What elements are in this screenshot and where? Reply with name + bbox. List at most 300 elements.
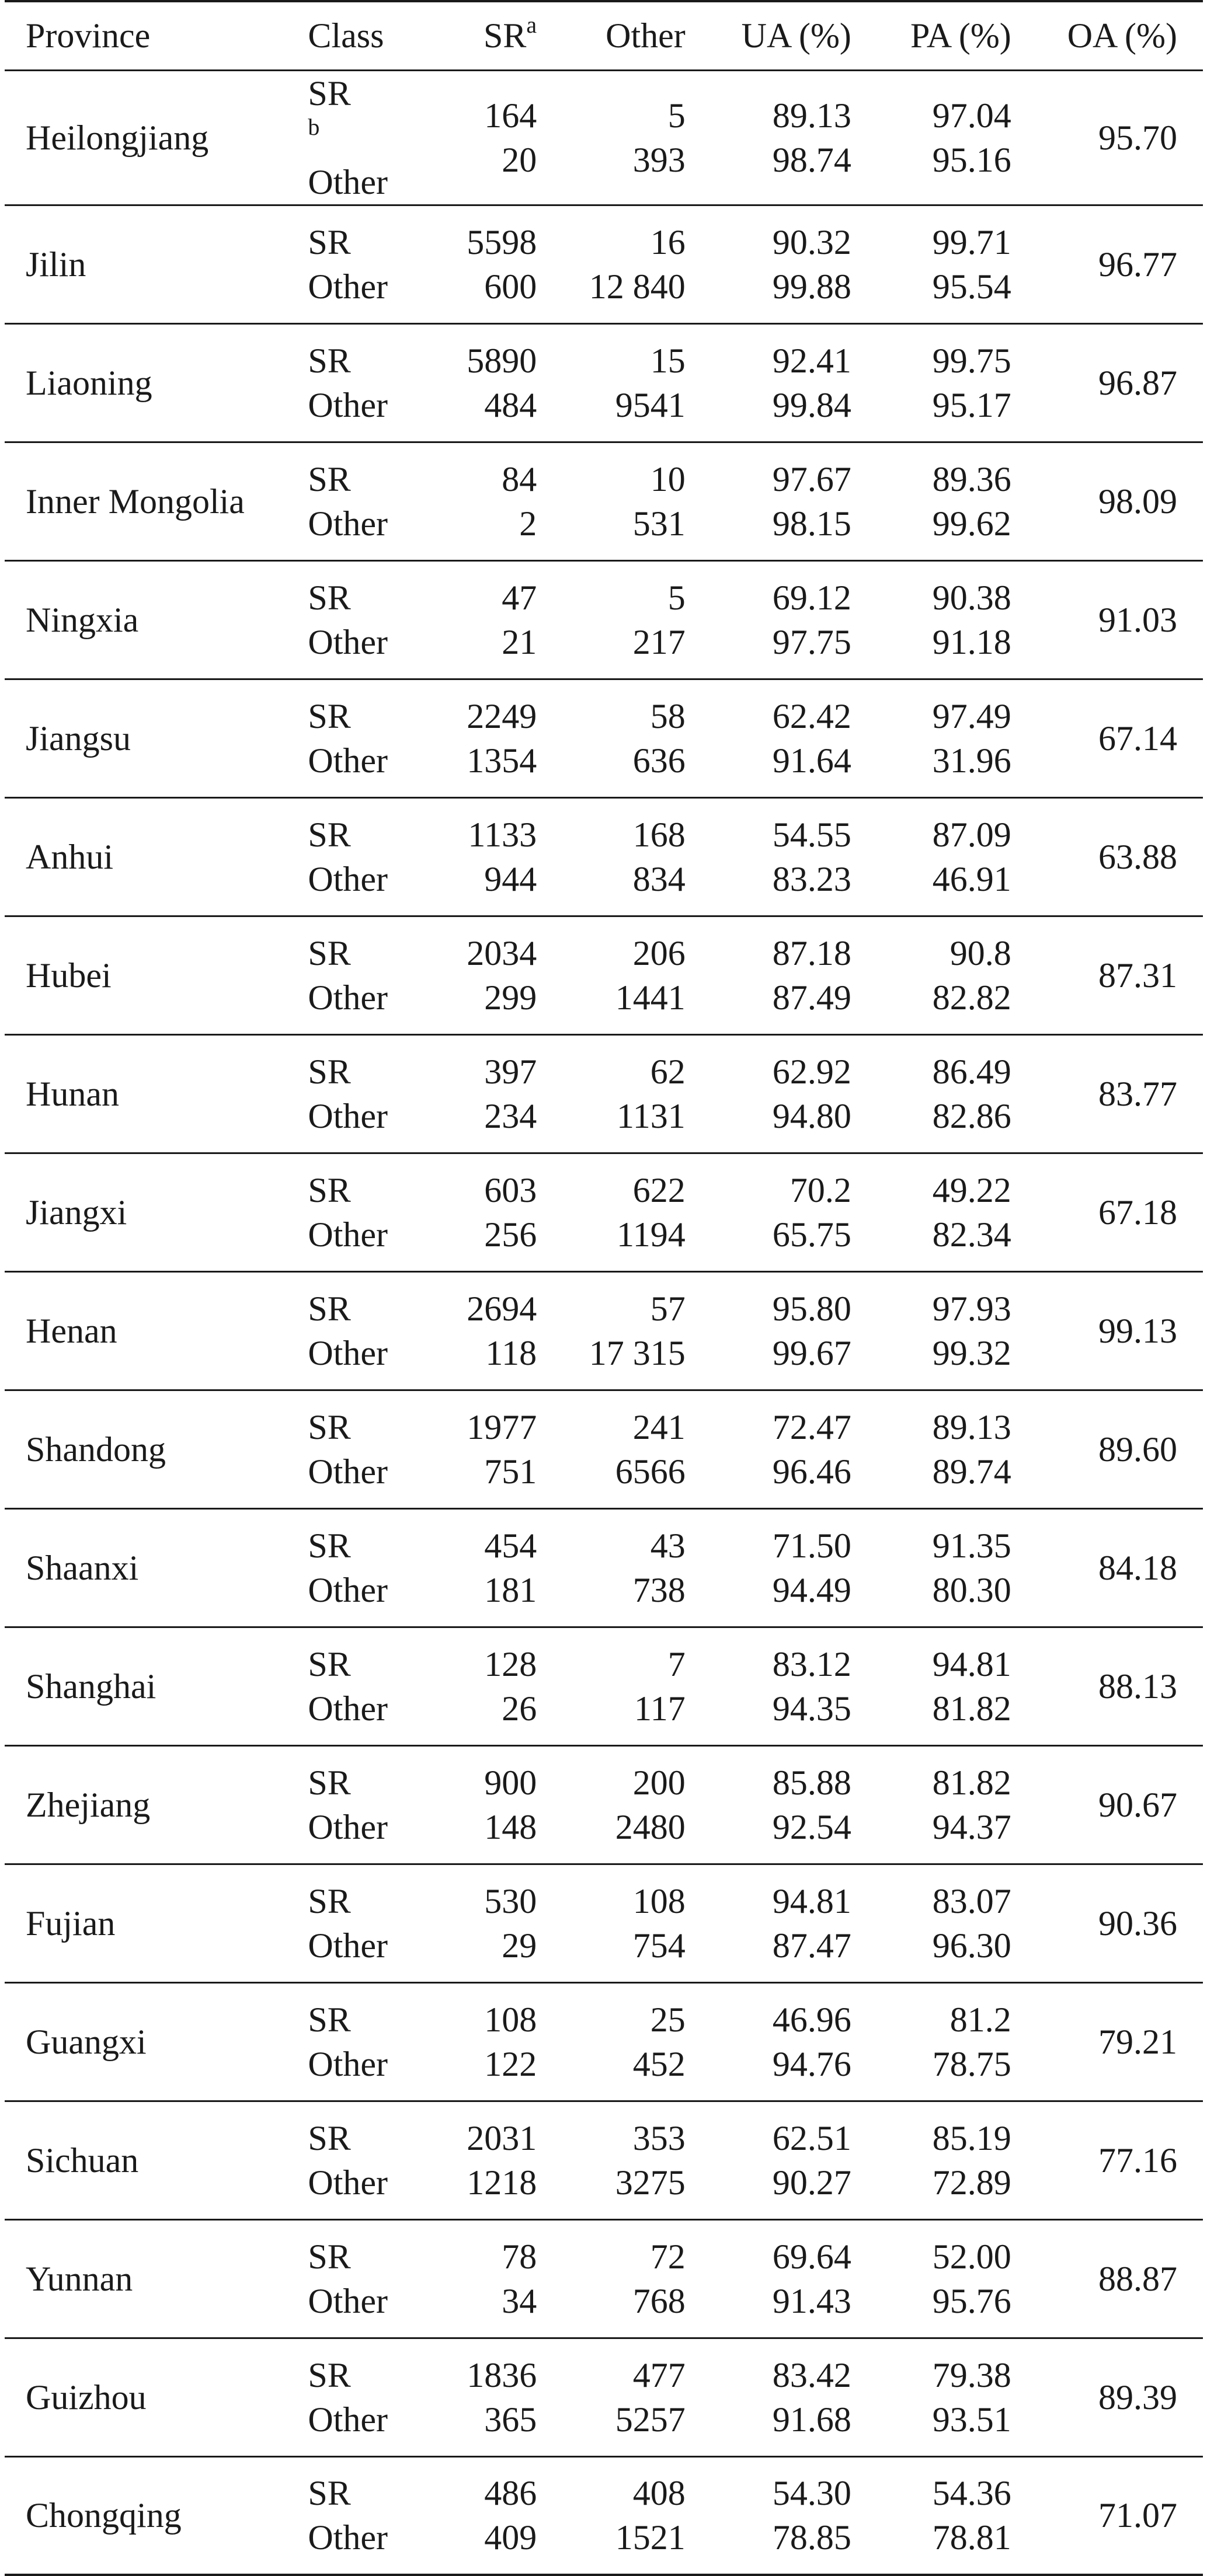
oa-cell: 96.77 <box>1011 205 1203 323</box>
pa-value-other: 31.96 <box>932 741 1011 780</box>
ua-cell <box>686 1034 851 1153</box>
sr-value-other: 299 <box>484 978 537 1017</box>
oa-cell: 95.70 <box>1011 70 1203 205</box>
oa-cell: 88.87 <box>1011 2219 1203 2338</box>
sr-cell <box>434 2219 537 2338</box>
sr-value-sr: 1133 <box>468 815 537 854</box>
class-cell <box>308 1390 433 1508</box>
other-value-other: 6566 <box>615 1452 686 1491</box>
class-sr-line <box>308 1524 433 1568</box>
class-cell <box>308 2456 433 2575</box>
class-sr-line <box>308 2353 433 2397</box>
ua-value-sr: 71.50 <box>772 1526 851 1565</box>
class-other-label: Other <box>308 162 388 201</box>
other-cell <box>537 797 686 916</box>
class-cell <box>308 1982 433 2101</box>
pa-cell <box>851 70 1011 205</box>
ua-cell <box>686 916 851 1034</box>
sr-cell <box>434 205 537 323</box>
class-sr-line <box>308 457 433 501</box>
province-cell: Hunan <box>5 1034 308 1153</box>
sr-value-other: 26 <box>502 1689 537 1728</box>
class-sr-label: SR <box>308 74 351 113</box>
sr-value-other: 234 <box>484 1096 537 1135</box>
ua-value-sr: 90.32 <box>772 222 851 262</box>
pa-cell <box>851 1271 1011 1390</box>
sr-value-sr: 1836 <box>467 2355 537 2394</box>
pa-cell <box>851 679 1011 797</box>
ua-value-other: 91.64 <box>772 741 851 780</box>
class-sr-line <box>308 2471 433 2515</box>
sr-cell <box>434 679 537 797</box>
class-sr-label: SR <box>308 1289 351 1328</box>
class-sr-label: SR <box>308 1052 351 1091</box>
header-sr-footnote: a <box>526 12 537 39</box>
pa-value-other: 72.89 <box>932 2163 1011 2202</box>
other-cell <box>537 1153 686 1271</box>
sr-value-sr: 84 <box>502 459 537 499</box>
other-cell <box>537 916 686 1034</box>
sr-cell <box>434 2338 537 2456</box>
class-sr-label: SR <box>308 2355 351 2394</box>
ua-value-sr: 94.81 <box>772 1881 851 1920</box>
other-value-sr: 16 <box>650 222 686 262</box>
other-cell <box>537 1745 686 1864</box>
class-sr-line <box>308 1287 433 1331</box>
pa-value-other: 80.30 <box>932 1570 1011 1609</box>
pa-value-sr: 90.8 <box>949 933 1011 972</box>
class-other-label: Other <box>308 1570 388 1609</box>
sr-cell <box>434 1508 537 1627</box>
ua-cell <box>686 2101 851 2219</box>
other-value-sr: 7 <box>667 1644 686 1683</box>
sr-value-sr: 5890 <box>467 341 537 380</box>
sr-value-sr: 108 <box>484 2000 537 2039</box>
class-sr-line <box>308 694 433 738</box>
province-cell: Chongqing <box>5 2456 308 2575</box>
sr-value-sr: 397 <box>484 1052 537 1091</box>
ua-cell <box>686 560 851 679</box>
other-value-other: 1441 <box>615 978 686 1017</box>
class-cell <box>308 1745 433 1864</box>
province-cell: Liaoning <box>5 323 308 442</box>
class-sr-label: SR <box>308 1170 351 1209</box>
sr-value-other: 148 <box>484 1807 537 1846</box>
sr-cell <box>434 70 537 205</box>
province-cell: Henan <box>5 1271 308 1390</box>
province-cell: Shanghai <box>5 1627 308 1745</box>
class-cell <box>308 1153 433 1271</box>
pa-cell <box>851 2101 1011 2219</box>
table-row <box>5 1982 1203 2101</box>
class-other-label: Other <box>308 2518 388 2557</box>
sr-value-other: 34 <box>502 2281 537 2320</box>
other-value-sr: 200 <box>632 1763 686 1802</box>
other-value-sr: 108 <box>632 1881 686 1920</box>
ua-value-sr: 70.2 <box>789 1170 851 1209</box>
sr-cell <box>434 1271 537 1390</box>
sr-value-other: 365 <box>484 2400 537 2439</box>
other-value-sr: 353 <box>632 2118 686 2157</box>
ua-value-sr: 83.42 <box>772 2355 851 2394</box>
ua-cell <box>686 1271 851 1390</box>
ua-cell <box>686 1982 851 2101</box>
class-sr-label: SR <box>308 696 351 735</box>
table-row <box>5 205 1203 323</box>
sr-value-sr: 47 <box>502 578 537 617</box>
pa-value-sr: 90.38 <box>932 578 1011 617</box>
ua-cell <box>686 70 851 205</box>
pa-cell <box>851 1508 1011 1627</box>
class-sr-label: SR <box>308 222 351 262</box>
class-sr-line <box>308 813 433 857</box>
class-sr-label: SR <box>308 2118 351 2157</box>
other-value-sr: 10 <box>650 459 686 499</box>
class-other-label: Other <box>308 1926 388 1965</box>
class-sr-label: SR <box>308 2237 351 2276</box>
ua-value-other: 99.67 <box>772 1333 851 1372</box>
table-row <box>5 1745 1203 1864</box>
accuracy-table <box>5 0 1203 2576</box>
ua-cell <box>686 2338 851 2456</box>
pa-cell <box>851 323 1011 442</box>
ua-cell <box>686 679 851 797</box>
pa-value-sr: 54.36 <box>932 2474 1011 2513</box>
oa-cell: 87.31 <box>1011 916 1203 1034</box>
sr-cell <box>434 797 537 916</box>
pa-value-other: 94.37 <box>932 1807 1011 1846</box>
pa-value-other: 82.82 <box>932 978 1011 1017</box>
header-sr-label: SR <box>484 16 527 55</box>
province-cell: Jiangxi <box>5 1153 308 1271</box>
oa-cell: 83.77 <box>1011 1034 1203 1153</box>
pa-value-other: 99.62 <box>932 504 1011 543</box>
province-cell: Shaanxi <box>5 1508 308 1627</box>
pa-value-sr: 97.49 <box>932 696 1011 735</box>
pa-cell <box>851 1864 1011 1982</box>
ua-value-sr: 69.64 <box>772 2237 851 2276</box>
pa-value-sr: 91.35 <box>932 1526 1011 1565</box>
class-sr-label: SR <box>308 341 351 380</box>
other-value-other: 1194 <box>616 1215 686 1254</box>
sr-cell <box>434 2456 537 2575</box>
oa-cell: 67.14 <box>1011 679 1203 797</box>
class-other-label: Other <box>308 2044 388 2083</box>
sr-value-sr: 78 <box>502 2237 537 2276</box>
pa-cell <box>851 442 1011 560</box>
other-value-other: 12 840 <box>589 267 686 306</box>
ua-value-sr: 62.92 <box>772 1052 851 1091</box>
ua-cell <box>686 1508 851 1627</box>
ua-value-sr: 62.51 <box>772 2118 851 2157</box>
class-sr-line <box>308 931 433 975</box>
other-value-sr: 622 <box>632 1170 686 1209</box>
ua-value-other: 94.35 <box>772 1689 851 1728</box>
other-value-sr: 241 <box>632 1407 686 1446</box>
class-cell <box>308 560 433 679</box>
class-sr-line <box>308 2116 433 2160</box>
sr-value-sr: 2694 <box>467 1289 537 1328</box>
sr-value-other: 409 <box>484 2518 537 2557</box>
province-cell: Sichuan <box>5 2101 308 2219</box>
table-row <box>5 70 1203 205</box>
other-value-sr: 15 <box>650 341 686 380</box>
sr-value-sr: 900 <box>484 1763 537 1802</box>
other-cell <box>537 1508 686 1627</box>
oa-cell: 89.60 <box>1011 1390 1203 1508</box>
sr-cell <box>434 323 537 442</box>
table-row <box>5 1034 1203 1153</box>
pa-value-other: 95.17 <box>932 385 1011 424</box>
ua-value-other: 92.54 <box>772 1807 851 1846</box>
sr-value-sr: 2031 <box>467 2118 537 2157</box>
class-sr-line <box>308 2235 433 2279</box>
class-other-label: Other <box>308 2400 388 2439</box>
ua-cell <box>686 2456 851 2575</box>
pa-cell <box>851 1982 1011 2101</box>
class-sr-label: SR <box>308 1407 351 1446</box>
pa-value-sr: 89.13 <box>932 1407 1011 1446</box>
other-cell <box>537 1271 686 1390</box>
table-row <box>5 560 1203 679</box>
other-value-other: 393 <box>632 140 686 179</box>
ua-value-sr: 85.88 <box>772 1763 851 1802</box>
other-cell <box>537 1627 686 1745</box>
pa-value-sr: 81.82 <box>932 1763 1011 1802</box>
pa-value-sr: 52.00 <box>932 2237 1011 2276</box>
class-cell <box>308 2338 433 2456</box>
other-cell <box>537 1982 686 2101</box>
class-other-label: Other <box>308 2163 388 2202</box>
table-row <box>5 1153 1203 1271</box>
ua-value-other: 98.15 <box>772 504 851 543</box>
pa-value-sr: 97.04 <box>932 96 1011 135</box>
ua-value-other: 97.75 <box>772 622 851 661</box>
sr-value-sr: 1977 <box>467 1407 537 1446</box>
pa-value-other: 46.91 <box>932 859 1011 898</box>
class-sr-label: SR <box>308 933 351 972</box>
sr-cell <box>434 1864 537 1982</box>
class-other-label: Other <box>308 1333 388 1372</box>
ua-cell <box>686 1153 851 1271</box>
province-cell: Guangxi <box>5 1982 308 2101</box>
table-row <box>5 1271 1203 1390</box>
oa-cell: 98.09 <box>1011 442 1203 560</box>
ua-value-other: 94.76 <box>772 2044 851 2083</box>
other-value-other: 3275 <box>615 2163 686 2202</box>
pa-value-sr: 83.07 <box>932 1881 1011 1920</box>
other-value-sr: 5 <box>667 578 686 617</box>
sr-value-other: 751 <box>484 1452 537 1491</box>
pa-value-other: 82.34 <box>932 1215 1011 1254</box>
header-ua: UA (%) <box>686 1 851 70</box>
oa-cell: 96.87 <box>1011 323 1203 442</box>
province-cell: Heilongjiang <box>5 70 308 205</box>
province-cell: Fujian <box>5 1864 308 1982</box>
class-cell <box>308 1627 433 1745</box>
other-value-other: 754 <box>632 1926 686 1965</box>
class-cell <box>308 1271 433 1390</box>
pa-value-other: 93.51 <box>932 2400 1011 2439</box>
table-row <box>5 1508 1203 1627</box>
ua-value-other: 78.85 <box>772 2518 851 2557</box>
sr-cell <box>434 1390 537 1508</box>
oa-cell: 79.21 <box>1011 1982 1203 2101</box>
oa-cell: 91.03 <box>1011 560 1203 679</box>
header-province: Province <box>5 1 308 70</box>
other-value-other: 1131 <box>616 1096 686 1135</box>
table-row <box>5 2338 1203 2456</box>
other-value-other: 1521 <box>615 2518 686 2557</box>
class-sr-line <box>308 1168 433 1212</box>
class-cell <box>308 205 433 323</box>
pa-value-other: 82.86 <box>932 1096 1011 1135</box>
class-other-label: Other <box>308 1452 388 1491</box>
other-value-sr: 168 <box>632 815 686 854</box>
pa-cell <box>851 560 1011 679</box>
class-sr-label: SR <box>308 1763 351 1802</box>
other-value-other: 17 315 <box>589 1333 686 1372</box>
sr-cell <box>434 2101 537 2219</box>
other-value-sr: 206 <box>632 933 686 972</box>
province-cell: Yunnan <box>5 2219 308 2338</box>
other-cell <box>537 323 686 442</box>
other-cell <box>537 70 686 205</box>
ua-cell <box>686 205 851 323</box>
pa-value-other: 96.30 <box>932 1926 1011 1965</box>
class-other-label: Other <box>308 504 388 543</box>
table-row <box>5 797 1203 916</box>
class-cell <box>308 2219 433 2338</box>
other-value-sr: 5 <box>667 96 686 135</box>
ua-cell <box>686 1745 851 1864</box>
ua-value-sr: 87.18 <box>772 933 851 972</box>
ua-value-other: 91.68 <box>772 2400 851 2439</box>
header-other: Other <box>537 1 686 70</box>
pa-value-sr: 89.36 <box>932 459 1011 499</box>
class-sr-line <box>308 576 433 620</box>
ua-cell <box>686 1390 851 1508</box>
sr-value-other: 122 <box>484 2044 537 2083</box>
class-sr-label: SR <box>308 2474 351 2513</box>
province-cell: Guizhou <box>5 2338 308 2456</box>
other-value-other: 738 <box>632 1570 686 1609</box>
ua-value-other: 99.84 <box>772 385 851 424</box>
table-header <box>5 1 1203 70</box>
sr-value-other: 29 <box>502 1926 537 1965</box>
province-cell: Ningxia <box>5 560 308 679</box>
pa-value-sr: 85.19 <box>932 2118 1011 2157</box>
other-value-other: 834 <box>632 859 686 898</box>
sr-cell <box>434 442 537 560</box>
other-value-other: 9541 <box>615 385 686 424</box>
pa-cell <box>851 797 1011 916</box>
table-row <box>5 679 1203 797</box>
pa-cell <box>851 1390 1011 1508</box>
pa-value-other: 99.32 <box>932 1333 1011 1372</box>
header-oa: OA (%) <box>1011 1 1203 70</box>
other-value-sr: 43 <box>650 1526 686 1565</box>
pa-value-other: 95.76 <box>932 2281 1011 2320</box>
other-cell <box>537 679 686 797</box>
other-value-sr: 477 <box>632 2355 686 2394</box>
pa-value-other: 81.82 <box>932 1689 1011 1728</box>
province-cell: Inner Mongolia <box>5 442 308 560</box>
ua-cell <box>686 1627 851 1745</box>
ua-value-other: 96.46 <box>772 1452 851 1491</box>
sr-value-sr: 2034 <box>467 933 537 972</box>
other-value-other: 452 <box>632 2044 686 2083</box>
sr-value-other: 20 <box>502 140 537 179</box>
class-other-label: Other <box>308 2281 388 2320</box>
oa-cell: 63.88 <box>1011 797 1203 916</box>
other-cell <box>537 205 686 323</box>
ua-value-sr: 97.67 <box>772 459 851 499</box>
ua-value-other: 65.75 <box>772 1215 851 1254</box>
class-other-label: Other <box>308 1689 388 1728</box>
province-cell: Shandong <box>5 1390 308 1508</box>
oa-cell: 88.13 <box>1011 1627 1203 1745</box>
sr-cell <box>434 1034 537 1153</box>
other-cell <box>537 2219 686 2338</box>
table-row <box>5 916 1203 1034</box>
class-other-label: Other <box>308 859 388 898</box>
sr-cell <box>434 916 537 1034</box>
ua-value-sr: 83.12 <box>772 1644 851 1683</box>
other-cell <box>537 2456 686 2575</box>
sr-value-sr: 454 <box>484 1526 537 1565</box>
class-sr-line <box>308 71 433 160</box>
sr-value-other: 1354 <box>467 741 537 780</box>
pa-value-sr: 99.71 <box>932 222 1011 262</box>
oa-cell: 84.18 <box>1011 1508 1203 1627</box>
pa-value-sr: 79.38 <box>932 2355 1011 2394</box>
sr-value-other: 2 <box>519 504 537 543</box>
province-cell: Jiangsu <box>5 679 308 797</box>
ua-value-other: 87.47 <box>772 1926 851 1965</box>
class-cell <box>308 1508 433 1627</box>
ua-value-sr: 54.55 <box>772 815 851 854</box>
class-sr-line <box>308 1879 433 1923</box>
pa-cell <box>851 916 1011 1034</box>
class-sr-line <box>308 1998 433 2042</box>
ua-value-sr: 54.30 <box>772 2474 851 2513</box>
province-cell: Jilin <box>5 205 308 323</box>
ua-value-other: 87.49 <box>772 978 851 1017</box>
table-row <box>5 2219 1203 2338</box>
pa-cell <box>851 1627 1011 1745</box>
other-value-other: 636 <box>632 741 686 780</box>
class-sr-line <box>308 1642 433 1686</box>
table-row <box>5 323 1203 442</box>
class-other-label: Other <box>308 622 388 661</box>
pa-value-other: 78.81 <box>932 2518 1011 2557</box>
class-cell <box>308 679 433 797</box>
class-cell <box>308 323 433 442</box>
class-other-label: Other <box>308 267 388 306</box>
class-sr-line <box>308 339 433 383</box>
ua-value-other: 90.27 <box>772 2163 851 2202</box>
ua-value-other: 94.80 <box>772 1096 851 1135</box>
oa-cell: 89.39 <box>1011 2338 1203 2456</box>
oa-cell: 71.07 <box>1011 2456 1203 2575</box>
pa-value-sr: 99.75 <box>932 341 1011 380</box>
pa-value-sr: 49.22 <box>932 1170 1011 1209</box>
province-cell: Zhejiang <box>5 1745 308 1864</box>
oa-cell: 90.67 <box>1011 1745 1203 1864</box>
table-row <box>5 1627 1203 1745</box>
table-row <box>5 1390 1203 1508</box>
